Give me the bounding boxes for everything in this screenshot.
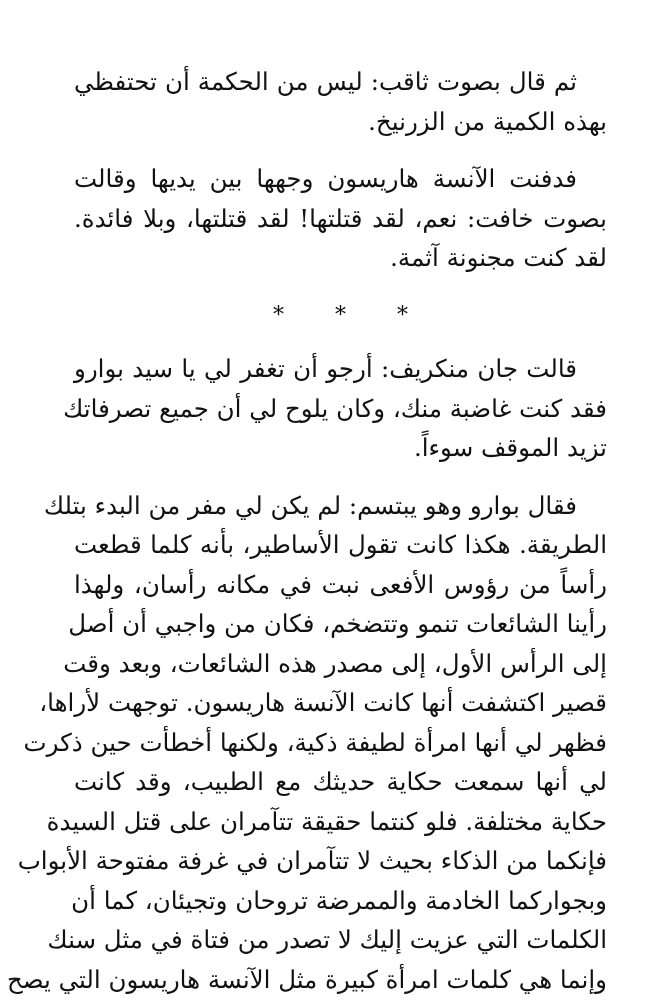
text-line: فقال بوارو وهو يبتسم: لم يكن لي مفر من البدء بتلك (43, 490, 577, 520)
text-line: فدفنت الآنسة هاريسون وجهها بين يديها وقالت (74, 164, 577, 193)
text-line: قصير اكتشفت أنها كانت الآنسة هاريسون. توجهت لأراها، (39, 688, 607, 717)
text-line: بصوت خافت: نعم، لقد قتلتها! لقد قتلتها، وبلا فائدة. (74, 203, 607, 233)
text-line: الكلمات التي عزيت إليك لا تصدر من فتاة في مثل سنك (47, 925, 607, 954)
text-line: ثم قال بصوت ثاقب: ليس من الحكمة أن تحتفظي (74, 67, 577, 96)
text-line: فإنكما من الذكاء بحيث لا تتآمران في غرفة مفتوحة الأبواب (17, 846, 607, 875)
text-line: بهذه الكمية من الزرنيخ. (368, 106, 607, 136)
text-line: رأساً من رؤوس الأفعى نبت في مكانه رأسان، ولهذا (74, 569, 607, 599)
section-separator: * * * (273, 302, 430, 328)
text-line: إلى الرأس الأول، إلى مصدر هذه الشائعات، وبعد وقت (63, 648, 607, 678)
text-line: فظهر لي أنها امرأة لطيفة ذكية، ولكنها أخطأت حين ذكرت (23, 727, 607, 757)
text-line: حكاية مختلفة. فلو كنتما حقيقة تتآمران على قتل السيدة (46, 806, 607, 836)
paragraph-1 (74, 62, 607, 141)
text-line: لي أنها سمعت حكاية حديثك مع الطبيب، وقد كانت (74, 767, 607, 796)
text-line: تزيد الموقف سوءاً. (413, 433, 607, 462)
text-line: وبجواركما الخادمة والممرضة تروحان وتجيئان، كما أن (71, 885, 607, 915)
paragraph-4 (6, 486, 607, 1000)
text-line: الطريقة. هكذا كانت تقول الأساطير، بأنه كلما قطعت (74, 530, 607, 559)
text-line: فقد كنت غاضبة منك، وكان يلوح لي أن جميع تصرفاتك (63, 393, 607, 423)
paragraph-2 (74, 159, 607, 278)
text-line: رأينا الشائعات تنمو وتتضخم، فكان من واجبي أن أصل (68, 609, 607, 638)
paragraph-3 (63, 349, 607, 468)
text-line: قالت جان منكريف: أرجو أن تغفر لي يا سيد بوارو (74, 354, 577, 383)
text-line: لقد كنت مجنونة آثمة. (390, 243, 607, 272)
text-line: وإنما هي كلمات امرأة كبيرة مثل الآنسة هاريسون التي يصح (6, 964, 607, 994)
